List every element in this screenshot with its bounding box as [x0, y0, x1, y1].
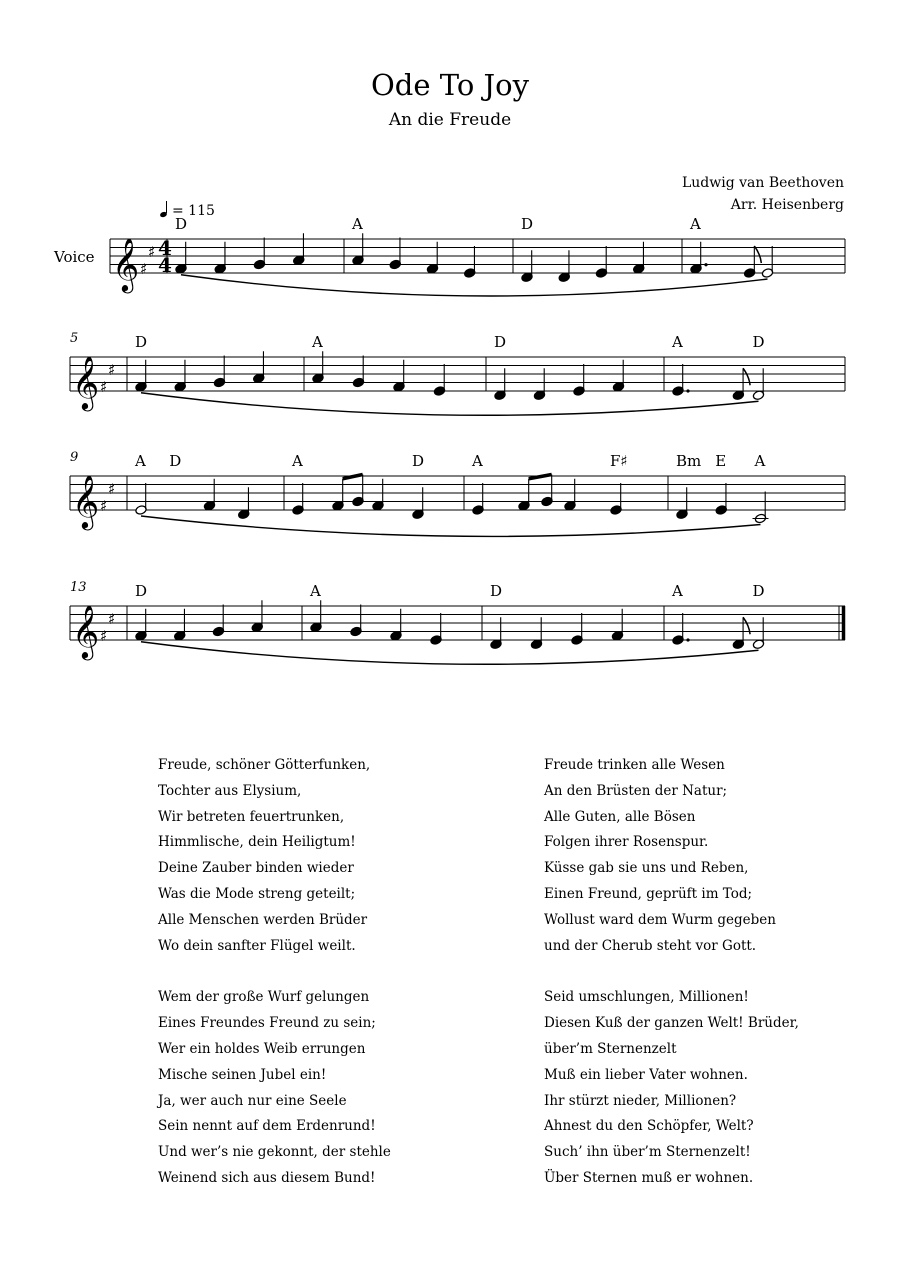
- treble-clef-icon: 𝄞: [72, 604, 100, 658]
- lyric-line: Himmlische, dein Heiligtum!: [158, 834, 356, 851]
- chord-symbol: D: [412, 452, 425, 470]
- chord-symbol: D: [135, 333, 148, 351]
- measure-number: 9: [70, 450, 79, 465]
- chord-symbol: E: [715, 452, 727, 470]
- chord-symbol: D: [752, 582, 765, 600]
- lyric-line: Und wer’s nie gekonnt, der stehle: [158, 1144, 391, 1161]
- sharp-icon: ♯: [100, 626, 108, 645]
- chord-symbol: D: [521, 215, 534, 233]
- lyric-line: Über Sternen muß er wohnen.: [544, 1169, 754, 1186]
- sharp-icon: ♯: [108, 360, 116, 379]
- lyric-line: Was die Mode streng geteilt;: [158, 885, 356, 902]
- chord-symbol: A: [352, 215, 363, 233]
- lyric-line: Wo dein sanfter Flügel weilt.: [158, 937, 356, 954]
- lyric-line: Freude, schöner Götterfunken,: [158, 757, 371, 773]
- slur: [141, 642, 759, 665]
- lyrics-verse-2: [158, 985, 391, 1191]
- lyric-line: Wem der große Wurf gelungen: [158, 989, 370, 1006]
- lyric-line: Weinend sich aus diesem Bund!: [158, 1169, 376, 1186]
- lyric-line: Wir betreten feuertrunken,: [158, 808, 345, 825]
- sharp-icon: ♯: [100, 377, 108, 396]
- chord-symbol: D: [169, 452, 182, 470]
- lyric-line: Alle Menschen werden Brüder: [158, 911, 368, 928]
- chord-symbol: F♯: [610, 452, 628, 470]
- chord-symbol: A: [292, 452, 303, 470]
- lyric-line: Freude trinken alle Wesen: [544, 757, 725, 773]
- lyric-line: über’m Sternenzelt: [544, 1040, 677, 1057]
- lyric-line: Eines Freundes Freund zu sein;: [158, 1015, 376, 1032]
- chord-symbol: A: [672, 333, 683, 351]
- time-signature-bottom: 4: [158, 253, 172, 277]
- lyric-line: Diesen Kuß der ganzen Welt! Brüder,: [544, 1015, 799, 1032]
- beam: [343, 475, 363, 479]
- slur: [141, 393, 759, 416]
- composer-name: Ludwig van Beethoven: [681, 175, 844, 191]
- sharp-icon: ♯: [148, 242, 156, 261]
- slur: [141, 516, 761, 536]
- chord-symbol: D: [135, 582, 148, 600]
- lyric-line: Muß ein lieber Vater wohnen.: [544, 1066, 748, 1083]
- chord-symbol: A: [754, 452, 766, 470]
- lyric-line: Küsse gab sie uns und Reben,: [544, 860, 749, 877]
- lyric-line: Folgen ihrer Rosenspur.: [544, 834, 709, 851]
- beam: [529, 475, 552, 479]
- tempo-value: = 115: [172, 203, 215, 219]
- chord-symbol: Bm: [676, 452, 702, 470]
- chord-symbol: D: [752, 333, 765, 351]
- instrument-label: Voice: [54, 248, 95, 266]
- time-signature-top: 4: [158, 236, 172, 260]
- lyrics-left-column: [158, 753, 391, 1218]
- lyrics-verse-4: [544, 985, 799, 1191]
- lyric-line: Such’ ihn über’m Sternenzelt!: [544, 1144, 751, 1161]
- lyrics-verse-3: [544, 753, 799, 959]
- lyric-line: Ja, wer auch nur eine Seele: [158, 1092, 347, 1109]
- lyric-line: Wer ein holdes Weib errungen: [158, 1040, 366, 1057]
- lyric-line: Ihr stürzt nieder, Millionen?: [544, 1092, 737, 1109]
- treble-clef-icon: 𝄞: [72, 355, 100, 409]
- slur: [181, 275, 768, 296]
- lyric-line: Mische seinen Jubel ein!: [158, 1066, 327, 1083]
- lyric-line: Wollust ward dem Wurm gegeben: [544, 911, 776, 928]
- chord-symbol: A: [472, 452, 483, 470]
- chord-symbol: A: [135, 452, 146, 470]
- flag-icon: [754, 246, 761, 263]
- treble-clef-icon: 𝄞: [112, 237, 140, 291]
- lyric-line: Deine Zauber binden wieder: [158, 860, 354, 877]
- chord-symbol: A: [690, 215, 701, 233]
- treble-clef-icon: 𝄞: [72, 474, 100, 528]
- sharp-icon: ♯: [108, 479, 116, 498]
- lyric-line: Einen Freund, geprüft im Tod;: [544, 885, 753, 902]
- dot-icon: [704, 263, 707, 266]
- score-subtitle: An die Freude: [388, 110, 512, 130]
- dot-icon: [686, 638, 689, 641]
- chord-symbol: A: [672, 582, 683, 600]
- arranger-name: Arr. Heisenberg: [730, 197, 844, 213]
- sharp-icon: ♯: [108, 609, 116, 628]
- sharp-icon: ♯: [100, 496, 108, 515]
- sharp-icon: ♯: [140, 259, 148, 278]
- lyric-line: An den Brüsten der Natur;: [544, 782, 728, 799]
- chord-symbol: A: [310, 582, 321, 600]
- measure-number: 5: [70, 331, 79, 346]
- chord-symbol: A: [312, 333, 323, 351]
- chord-symbol: D: [494, 333, 507, 351]
- measure-number: 13: [70, 580, 87, 595]
- lyrics-right-column: [544, 753, 799, 1218]
- chord-symbol: D: [490, 582, 503, 600]
- lyric-line: Sein nennt auf dem Erdenrund!: [158, 1118, 376, 1135]
- dot-icon: [686, 389, 689, 392]
- lyric-line: Alle Guten, alle Bösen: [544, 808, 696, 825]
- chord-symbol: D: [175, 215, 188, 233]
- score-title: Ode To Joy: [371, 68, 529, 102]
- lyric-line: Tochter aus Elysium,: [158, 782, 302, 799]
- lyrics-verse-1: [158, 753, 391, 959]
- lyric-line: Ahnest du den Schöpfer, Welt?: [544, 1118, 754, 1135]
- lyric-line: und der Cherub steht vor Gott.: [544, 937, 757, 954]
- lyric-line: Seid umschlungen, Millionen!: [544, 989, 749, 1006]
